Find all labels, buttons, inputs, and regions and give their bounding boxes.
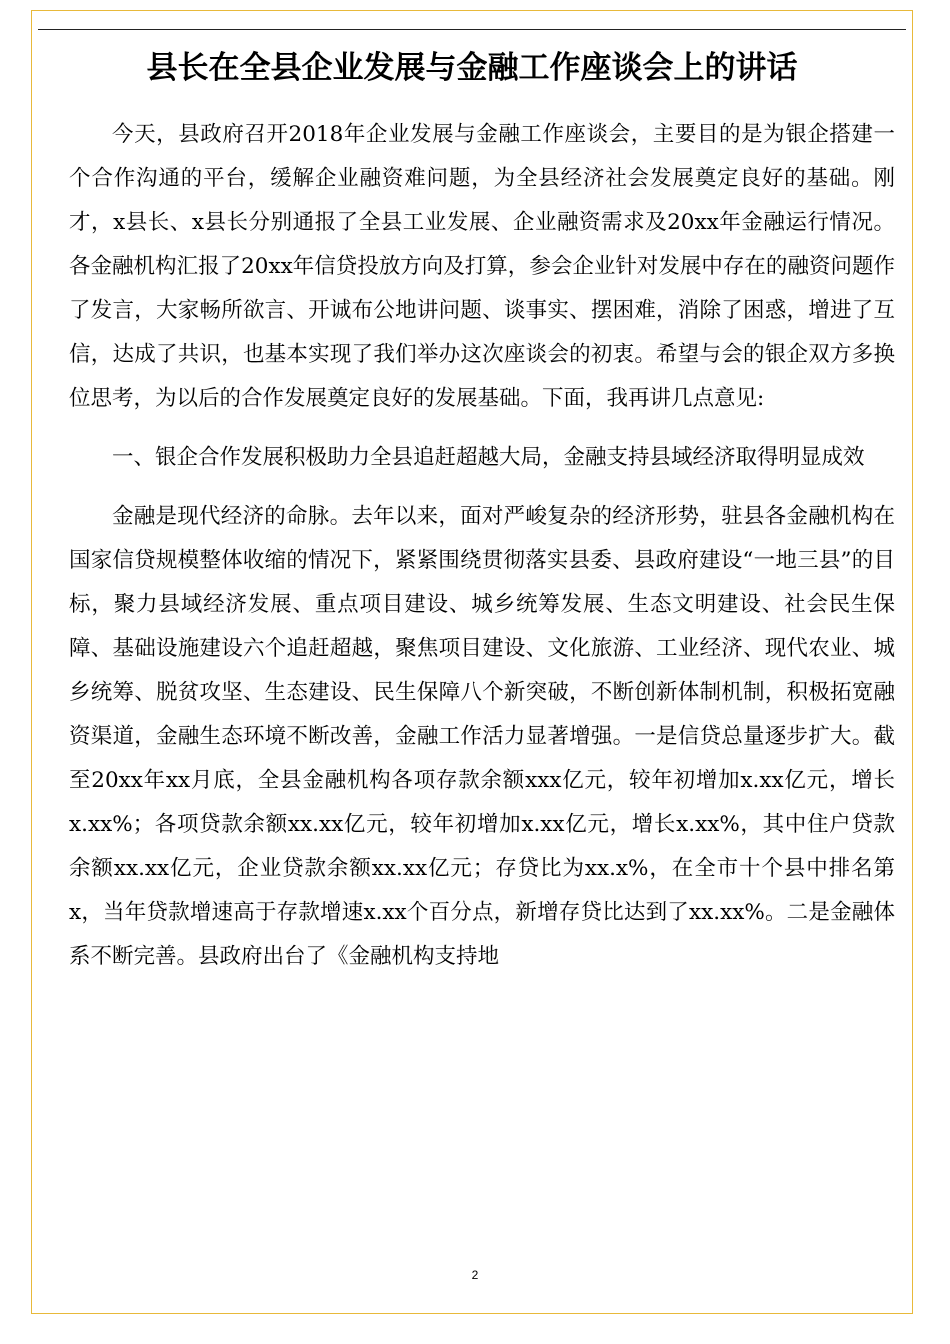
- document-title: 县长在全县企业发展与金融工作座谈会上的讲话: [146, 50, 798, 86]
- document-body: [69, 113, 895, 979]
- section-heading-1: 一、银企合作发展积极助力全县追赶超越大局，金融支持县域经济取得明显成效: [112, 445, 865, 470]
- paragraph-intro: 今天，县政府召开2018年企业发展与金融工作座谈会，主要目的是为银企搭建一个合作沟通的平台，缓解企业融资难问题，为全县经济社会发展奠定良好的基础。刚才，x县长、x县长分别通报了全县工业发展、企业融资需求及20xx年金融运行情况。各金融机构汇报了20xx年信贷投放方向及打算，参会企业针对发展中存在的融资问题作了发言，大家畅所欲言、开诚布公地讲问题、谈事实、摆困难，消除了困惑，增进了互信，达成了共识，也基本实现了我们举办这次座谈会的初衷。希望与会的银企双方多换位思考，为以后的合作发展奠定良好的发展基础。下面，我再讲几点意见:: [69, 122, 895, 411]
- header-rule: [38, 29, 906, 30]
- paragraph-finance: 金融是现代经济的命脉。去年以来，面对严峻复杂的经济形势，驻县各金融机构在国家信贷规模整体收缩的情况下，紧紧围绕贯彻落实县委、县政府建设“一地三县”的目标，聚力县域经济发展、重点项目建设、城乡统筹发展、生态文明建设、社会民生保障、基础设施建设六个追赶超越，聚焦项目建设、文化旅游、工业经济、现代农业、城乡统筹、脱贫攻坚、生态建设、民生保障八个新突破，不断创新体制机制，积极拓宽融资渠道，金融生态环境不断改善，金融工作活力显著增强。一是信贷总量逐步扩大。截至20xx年xx月底，全县金融机构各项存款余额xxx亿元，较年初增加x.xx亿元，增长x.xx%；各项贷款余额xx.xx亿元，较年初增加x.xx亿元，增长x.xx%，其中住户贷款余额xx.xx亿元，企业贷款余额xx.xx亿元；存贷比为xx.x%，在全市十个县中排名第x，当年贷款增速高于存款增速x.xx个百分点，新增存贷比达到了xx.xx%。二是金融体系不断完善。县政府出台了《金融机构支持地: [69, 504, 895, 969]
- page-number: 2: [471, 1268, 479, 1282]
